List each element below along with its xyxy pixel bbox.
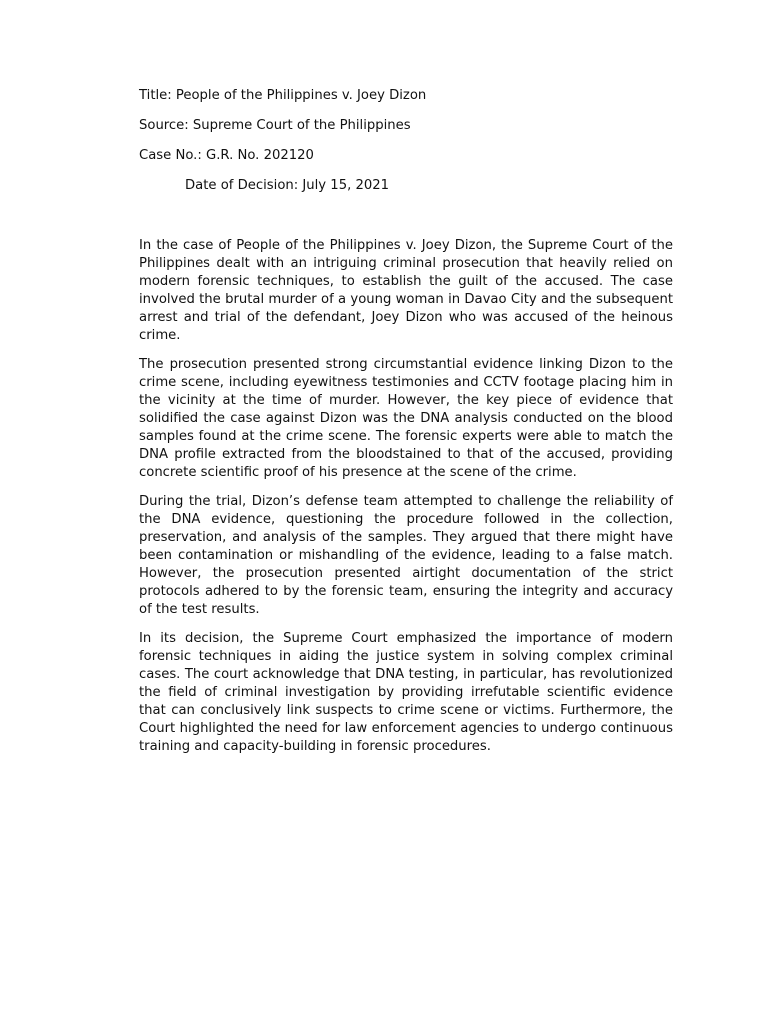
paragraph-2: The prosecution presented strong circumstantial evidence linking Dizon to the crime scene, including eyewitness testimonies and CCTV footage placing him in the vicinity at the time of murder. However, the key piece of evidence that solidified the case against Dizon was the DNA analysis conducted on the blood samples found at the crime scene. The forensic experts were able to match the DNA profile extracted from the bloodstained to that of the accused, providing concrete scientific proof of his presence at the scene of the crime.	[139, 357, 673, 480]
case-title: Title: People of the Philippines v. Joey Dizon	[139, 88, 427, 103]
document-body	[139, 237, 673, 767]
case-source: Source: Supreme Court of the Philippines	[139, 118, 411, 133]
decision-date: Date of Decision: July 15, 2021	[185, 178, 390, 193]
paragraph-4: In its decision, the Supreme Court emphasized the importance of modern forensic techniques in aiding the justice system in solving complex criminal cases. The court acknowledge that DNA testing, in particular, has revolutionized the field of criminal investigation by providing irrefutable scientific evidence that can conclusively link suspects to crime scene or victims. Furthermore, the Court highlighted the need for law enforcement agencies to undergo continuous training and capacity-building in forensic procedures.	[139, 631, 673, 754]
paragraph-1: In the case of People of the Philippines v. Joey Dizon, the Supreme Court of the Philippines dealt with an intriguing criminal prosecution that heavily relied on modern forensic techniques, to establish the guilt of the accused. The case involved the brutal murder of a young woman in Davao City and the subsequent arrest and trial of the defendant, Joey Dizon who was accused of the heinous crime.	[139, 238, 673, 343]
case-number: Case No.: G.R. No. 202120	[139, 148, 314, 163]
paragraph-3: During the trial, Dizon’s defense team attempted to challenge the reliability of the DNA evidence, questioning the procedure followed in the collection, preservation, and analysis of the samples. They argued that there might have been contamination or mishandling of the evidence, leading to a false match. However, the prosecution presented airtight documentation of the strict protocols adhered to by the forensic team, ensuring the integrity and accuracy of the test results.	[139, 494, 673, 617]
